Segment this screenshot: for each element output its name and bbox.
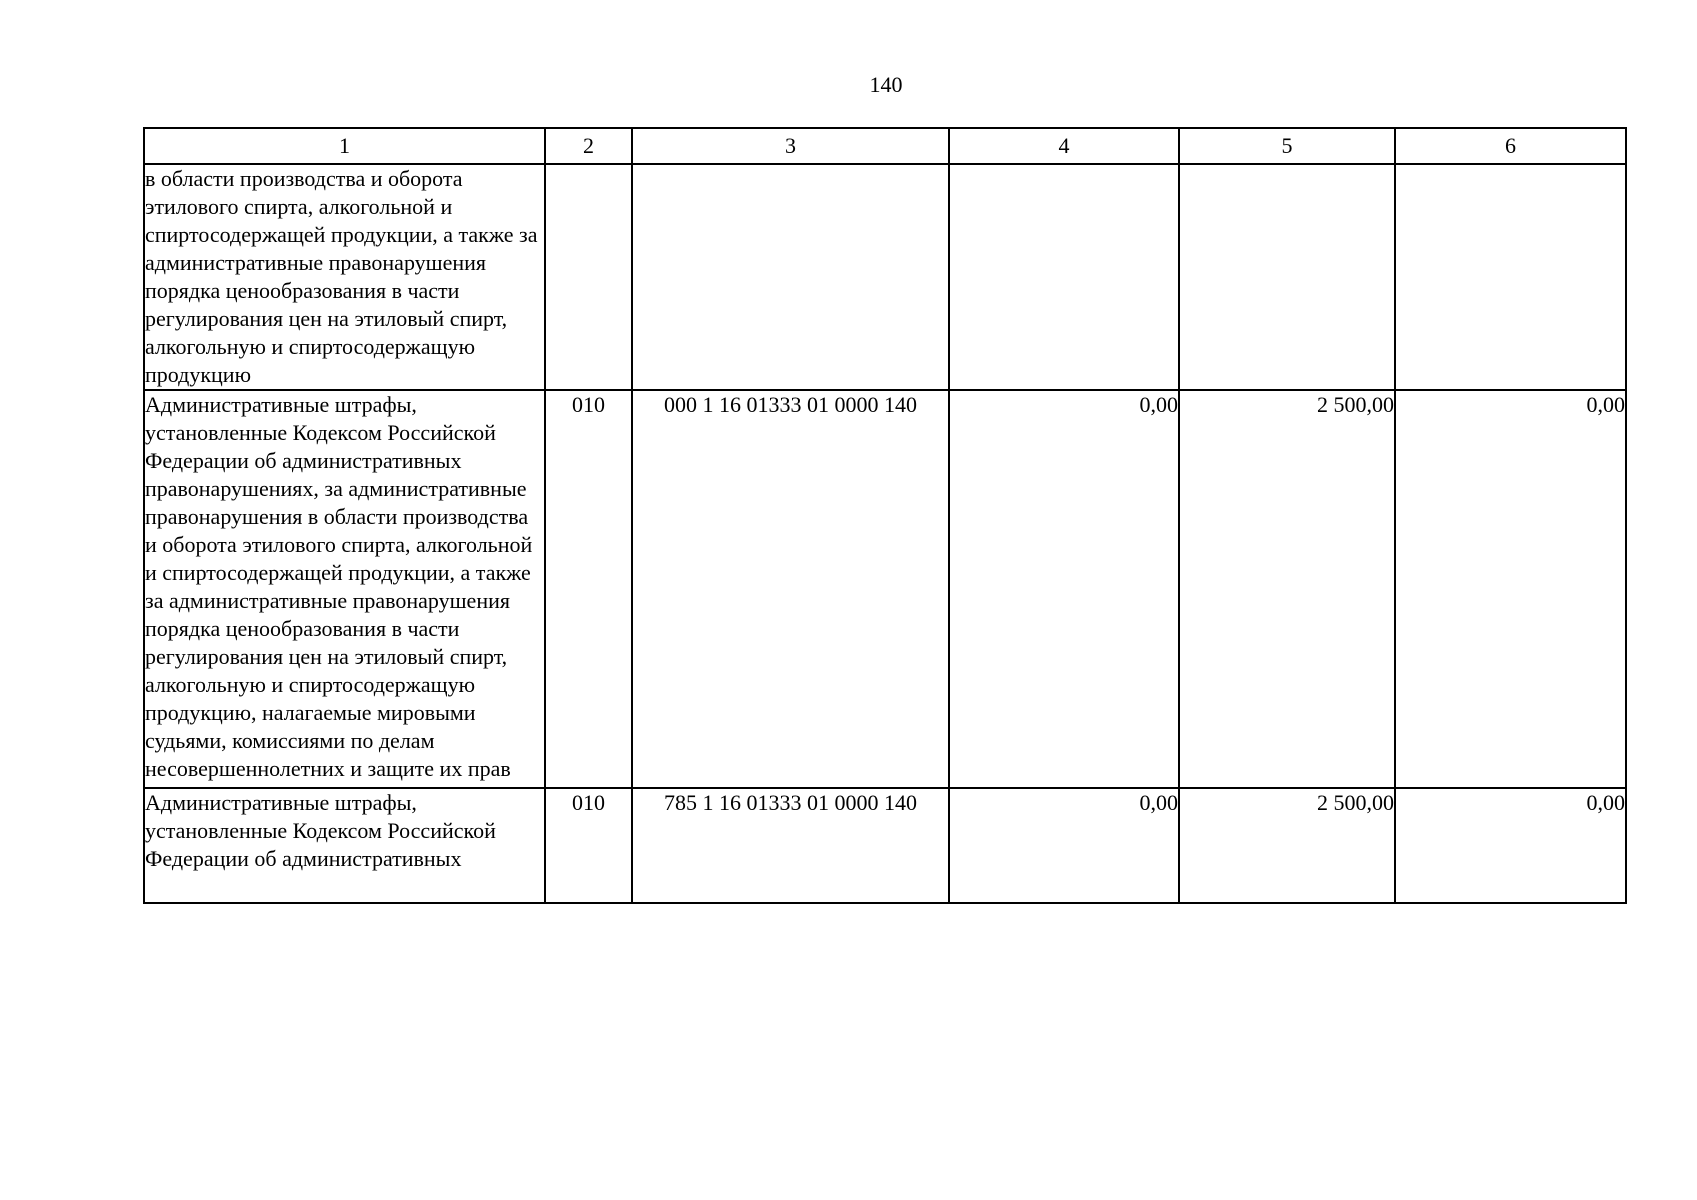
header-row [144,128,1626,164]
header-col-4: 4 [949,128,1179,164]
row-col5-cell: 2 500,00 [1179,390,1395,788]
row-col6-cell: 0,00 [1395,390,1626,788]
row-col6-cell: 0,00 [1395,788,1626,903]
row-line-code-cell [545,164,632,390]
row-line-code-cell: 010 [545,788,632,903]
row-name-cell: в области производства и оборота этилового спирта, алкогольной и спиртосодержащей продукции, а также за административные правонарушения порядка ценообразования в части регулирования цен на этиловый спирт, алкогольную и спиртосодержащую продукцию [144,164,545,390]
row-budget-code-cell [632,164,949,390]
row-col5-cell: 2 500,00 [1179,788,1395,903]
header-col-3: 3 [632,128,949,164]
row-col6-cell [1395,164,1626,390]
row-name-cell: Административные штрафы, установленные Кодексом Российской Федерации об административных правонарушениях, за административные правонарушения в области производства и оборота этилового спирта, алкогольной и спиртосодержащей продукции, а также за административные правонарушения порядка ценообразования в части регулирования цен на этиловый спирт, алкогольную и спиртосодержащую продукцию, налагаемые мировыми судьями, комиссиями по делам несовершеннолетних и защите их прав [144,390,545,788]
revenue-table [143,127,1627,904]
page-number: 140 [869,72,903,97]
row-line-code-cell: 010 [545,390,632,788]
header-col-5: 5 [1179,128,1395,164]
table-row [144,788,1626,903]
row-col4-cell: 0,00 [949,788,1179,903]
row-budget-code-cell: 785 1 16 01333 01 0000 140 [632,788,949,903]
table-row [144,390,1626,788]
row-col4-cell [949,164,1179,390]
header-col-1: 1 [144,128,545,164]
row-col5-cell [1179,164,1395,390]
table-row [144,164,1626,390]
row-budget-code-cell: 000 1 16 01333 01 0000 140 [632,390,949,788]
header-col-6: 6 [1395,128,1626,164]
header-col-2: 2 [545,128,632,164]
row-col4-cell: 0,00 [949,390,1179,788]
row-name-cell: Административные штрафы, установленные Кодексом Российской Федерации об административных [144,788,545,903]
